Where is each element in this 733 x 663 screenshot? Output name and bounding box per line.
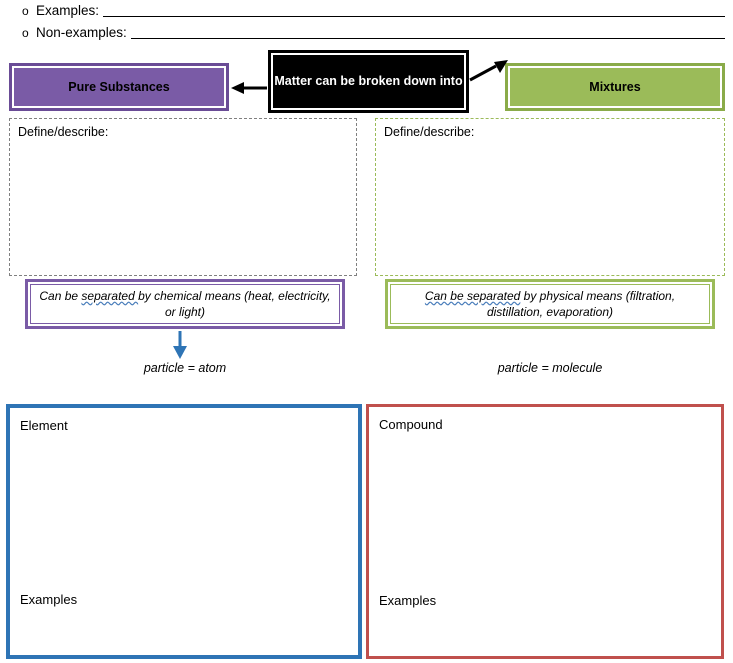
write-in-line-examples[interactable] bbox=[103, 2, 725, 17]
particle-label-molecule: particle = molecule bbox=[497, 361, 603, 375]
element-box[interactable] bbox=[6, 404, 362, 659]
arrow-down-icon bbox=[168, 331, 192, 359]
particle-label-atom: particle = atom bbox=[143, 361, 227, 375]
compound-box[interactable] bbox=[366, 404, 724, 659]
sep-mixtures-suffix: by physical means (filtration, distillation, evaporation) bbox=[486, 289, 676, 319]
arrow-right-icon bbox=[468, 60, 508, 82]
separation-statement-mixtures bbox=[385, 279, 715, 329]
matter-label: Matter can be broken down into bbox=[274, 74, 463, 88]
bullet-marker: o bbox=[22, 4, 29, 18]
define-describe-label-right: Define/describe: bbox=[384, 125, 475, 139]
element-examples-label: Examples bbox=[20, 592, 78, 607]
pure-substances-label: Pure Substances bbox=[68, 80, 170, 94]
write-in-line-non-examples[interactable] bbox=[131, 24, 725, 39]
bullet-row-non-examples bbox=[0, 24, 733, 50]
mixtures-label: Mixtures bbox=[589, 80, 641, 94]
bullet-label-examples: Examples: bbox=[36, 3, 100, 18]
separation-statement-pure bbox=[25, 279, 345, 329]
arrow-left-icon bbox=[231, 78, 269, 98]
element-title: Element bbox=[20, 418, 68, 433]
compound-examples-label: Examples bbox=[379, 593, 437, 608]
compound-title: Compound bbox=[379, 417, 443, 432]
pure-substances-header bbox=[9, 63, 229, 111]
matter-header bbox=[268, 50, 469, 113]
sep-pure-suffix: by chemical means (heat, electricity, or light) bbox=[138, 289, 331, 319]
bullet-marker: o bbox=[22, 26, 29, 40]
sep-pure-prefix: Can be bbox=[39, 289, 82, 303]
define-describe-pure-substances[interactable] bbox=[9, 118, 357, 276]
sep-mixtures-underlined: Can be separated bbox=[424, 289, 521, 303]
sep-pure-underlined: separated bbox=[81, 289, 139, 303]
bullet-label-non-examples: Non-examples: bbox=[36, 25, 127, 40]
define-describe-mixtures[interactable] bbox=[375, 118, 725, 276]
define-describe-label-left: Define/describe: bbox=[18, 125, 109, 139]
mixtures-header bbox=[505, 63, 725, 111]
